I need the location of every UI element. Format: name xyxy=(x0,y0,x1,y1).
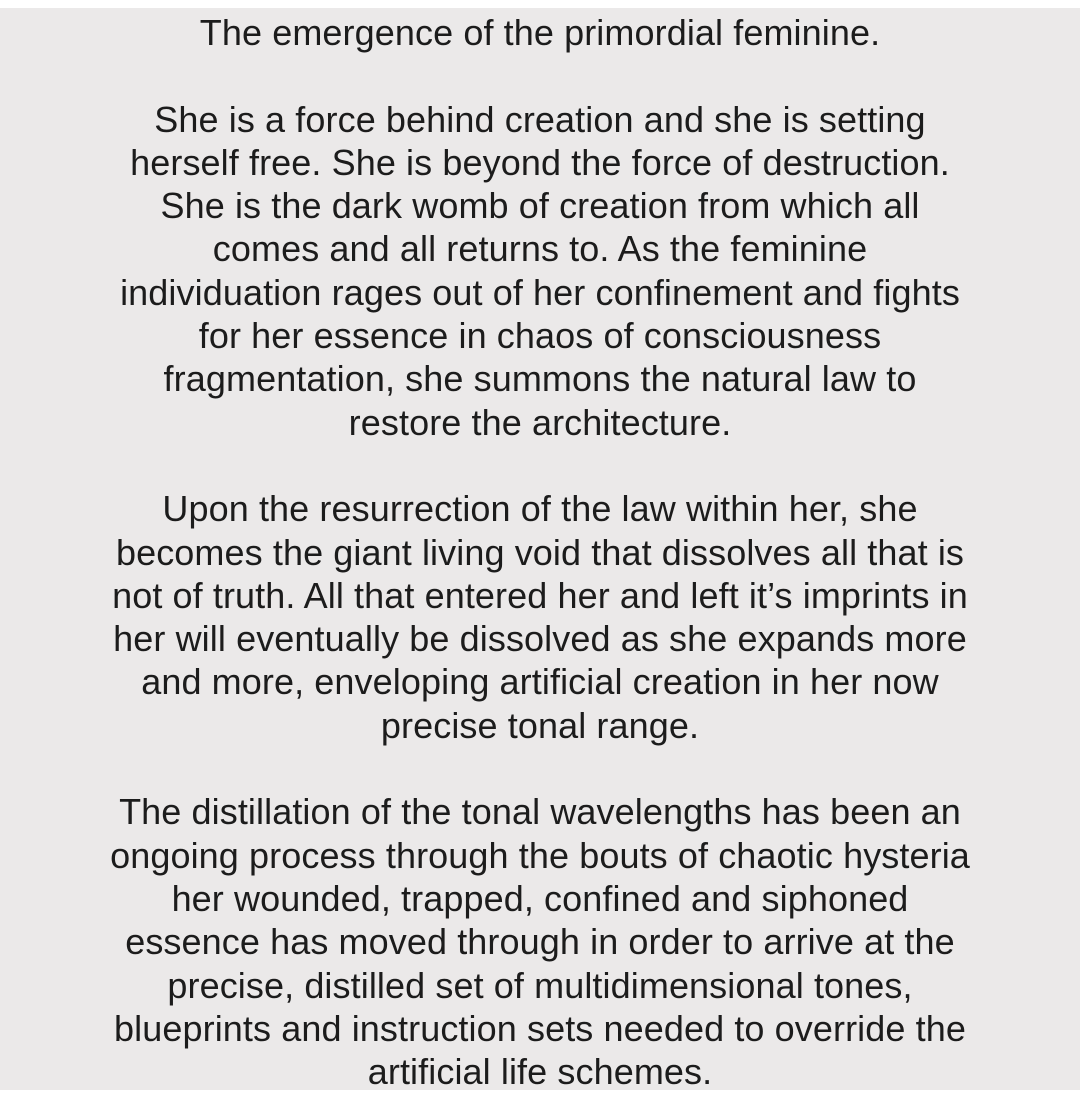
text-line: becomes the giant living void that dissolves all that is xyxy=(115,531,965,573)
text-line: essence has moved through in order to arrive at the xyxy=(125,921,955,963)
text-line: for her essence in chaos of consciousness xyxy=(198,315,882,357)
text-line: comes and all returns to. As the feminine xyxy=(212,228,868,270)
text-line: ongoing process through the bouts of chaotic hysteria xyxy=(110,834,970,876)
text-line: her will eventually be dissolved as she expands more xyxy=(113,618,967,660)
paragraph-2 xyxy=(60,487,1020,747)
text-line: restore the architecture. xyxy=(348,401,732,443)
text-line: fragmentation, she summons the natural law to xyxy=(163,358,917,400)
text-line: She is the dark womb of creation from which all xyxy=(160,185,920,227)
text-line: The distillation of the tonal wavelengths has been an xyxy=(119,791,961,833)
document-text xyxy=(60,11,1020,1090)
text-line: not of truth. All that entered her and left it’s imprints in xyxy=(112,574,968,616)
text-line: blueprints and instruction sets needed to override the xyxy=(114,1007,966,1049)
text-line: herself free. She is beyond the force of destruction. xyxy=(130,141,950,183)
text-line: and more, enveloping artificial creation in her now xyxy=(141,661,939,703)
paragraph-3 xyxy=(60,790,1020,1090)
text-line: individuation rages out of her confinement and fights xyxy=(120,271,960,313)
text-panel xyxy=(0,8,1080,1090)
text-line: Upon the resurrection of the law within her, she xyxy=(162,488,918,530)
paragraph-title xyxy=(60,11,1020,54)
text-line: precise, distilled set of multidimensional tones, xyxy=(167,964,913,1006)
text-line: She is a force behind creation and she is setting xyxy=(154,98,926,140)
text-line: The emergence of the primordial feminine. xyxy=(199,12,881,53)
text-line: artificial life schemes. xyxy=(367,1051,713,1090)
text-line: her wounded, trapped, confined and siphoned xyxy=(171,877,909,919)
text-line: precise tonal range. xyxy=(380,704,700,746)
paragraph-1 xyxy=(60,98,1020,444)
